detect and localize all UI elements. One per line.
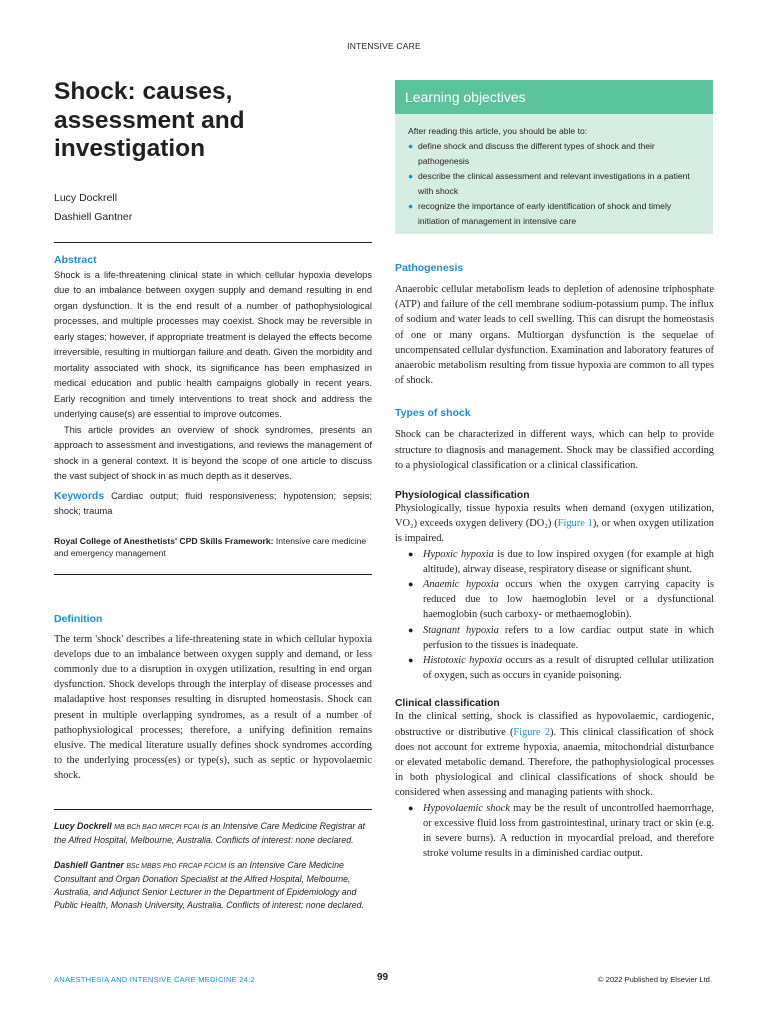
- bullet-icon: ●: [408, 171, 414, 181]
- keywords: [54, 489, 372, 519]
- keywords-label: Keywords: [54, 489, 105, 502]
- author-note-text: is an Intensive Care Medicine Consultant and Organ Donation Specialist at the Alfred Hospital, Melbourne, Australia, and Adjunct Senior Lecturer in the Department of Epidemiology and Public Health, Monash University, Australia. Conflicts of interest: none declared.: [54, 859, 364, 910]
- physiological-intro: Physiologically, tissue hypoxia results when demand (oxygen utilization, VO₂) exceeds oxygen delivery (DO₂) (Figure 1), or when oxygen utilization is impaired.: [395, 503, 714, 545]
- types-heading: Types of shock: [395, 407, 471, 420]
- learning-objectives-heading: Learning objectives: [395, 80, 713, 114]
- learning-objectives-list: [408, 139, 701, 229]
- author-notes: [54, 820, 372, 912]
- title-line: investigation: [54, 135, 206, 162]
- physiological-heading: Physiological classification: [395, 490, 530, 502]
- types-body: Shock can be characterized in different ways, which can help to provide structure to diagnosis and management. Shock may be classified according to a physiological classification or a clinical classification.: [395, 429, 714, 471]
- list-item: ● Hypovolaemic shock may be the result of uncontrolled haemorrhage, or excessive fluid loss from gastrointestinal, urinary tract or skin (e.g. in severe burns). A reduction in myocardial preload, and therefore stroke volume results in a diminished cardiac output.: [408, 802, 714, 860]
- author-list: [54, 189, 372, 227]
- author-note-name: Lucy Dockrell: [54, 820, 112, 831]
- footer-journal: ANAESTHESIA AND INTENSIVE CARE MEDICINE 24:2: [54, 975, 255, 984]
- list-item: ● define shock and discuss the different types of shock and their pathogenesis: [408, 141, 655, 166]
- definition-body: The term 'shock' describes a life-threatening state in which cellular hypoxia develops due to an imbalance between oxygen supply and demand, or less commonly due to a disruption in oxygen utilization, resulting in end organ dysfunction. Shock develops through the interplay of disease processes and maladaptive host responses resulting in disrupted homeostasis. Shock can present in multiple overlapping syndromes, as a result of a number of pathophysiological processes; therefore, a unifying definition remains elusive. The medical literature usually defines shock syndromes according to the underlying process(es) or type(s), such as septic or hypovolaemic shock.: [54, 633, 372, 782]
- pathogenesis-body: Anaerobic cellular metabolism leads to depletion of adenosine triphosphate (ATP) and failure of the cell membrane sodium-potassium pump. The influx of sodium and water leads to cell swelling. This can disrupt the homeostasis of one or many organs. Multiorgan dysfunction is the sequelae of uncompensated cellular dysfunction. Examination and laboratory features of anaerobic metabolism resulting from tissue hypoxia are common to all types of shock.: [395, 284, 714, 387]
- learning-objectives-intro: After reading this article, you should be able to:: [408, 126, 588, 136]
- clinical-list: [395, 801, 714, 862]
- author-note: [54, 820, 372, 847]
- footer-copyright: © 2022 Published by Elsevier Ltd.: [597, 975, 712, 984]
- author-note-name: Dashiell Gantner: [54, 859, 124, 870]
- bullet-icon: ●: [408, 802, 414, 813]
- bullet-icon: ●: [408, 624, 414, 635]
- list-item: ● Anaemic hypoxia occurs when the oxygen carrying capacity is reduced due to low haemoglobin level or a dysfunctional haemoglobin (such carboxy- or methaemoglobin).: [408, 579, 715, 621]
- figure-link[interactable]: Figure 1: [557, 518, 593, 530]
- keywords-text: Cardiac output; fluid responsiveness; hypotension; sepsis; shock; trauma: [54, 490, 372, 516]
- bullet-icon: ●: [408, 548, 414, 559]
- title-line: Shock: causes,: [54, 78, 233, 105]
- bullet-icon: ●: [408, 655, 414, 666]
- page-number: 99: [377, 972, 389, 983]
- divider: [54, 809, 372, 810]
- divider: [54, 242, 372, 243]
- abstract-paragraph: This article provides an overview of shock syndromes, presents an approach to assessment and investigations, and reviews the management of shock in a general context. It is beyond the scope of one article to discuss the vast subject of shock in as much depth as it deserves.: [54, 424, 372, 481]
- abstract-paragraph: Shock is a life-threatening clinical state in which cellular hypoxia develops due to an imbalance between oxygen supply and demand resulting in end organ dysfunction. It is the end result of a number of pathophysiological processes, and multiple processes may coexist. Shock may be reversible in early stages; however, if appropriate treatment is delayed the effects become irreversible, resulting in multiorgan failure and death. Given the morbidity and mortality associated with shock, its significance has been emphasized in medical education and public health campaigns globally in recent years. Early recognition and timely interventions to treat shock and address the underlying cause(s) are essential to improve outcomes.: [54, 269, 372, 419]
- clinical-heading: Clinical classification: [395, 698, 500, 710]
- divider: [54, 574, 372, 575]
- left-column: [54, 78, 372, 911]
- author-note-quals: BSc MBBS PhD FRCAP FCICM: [126, 862, 227, 870]
- bullet-icon: ●: [408, 141, 414, 151]
- cpd-text: Intensive care medicine and emergency management: [54, 535, 367, 558]
- right-column: [395, 262, 714, 862]
- article-title: [54, 78, 372, 164]
- title-line: assessment and: [54, 106, 245, 134]
- author-note: [54, 859, 372, 911]
- definition-heading: Definition: [54, 612, 103, 625]
- abstract-heading: Abstract: [54, 253, 97, 266]
- list-item: ● Stagnant hypoxia refers to a low cardiac output state in which perfusion to the tissues is inadequate.: [408, 624, 714, 651]
- list-item: ● Histotoxic hypoxia occurs as a result of disrupted cellular utilization of oxygen, such as occurs in cyanide poisoning.: [408, 655, 714, 682]
- author-name: Dashiell Gantner: [54, 210, 133, 223]
- list-item: ● Hypoxic hypoxia is due to low inspired oxygen (for example at high altitude), airway disease, respiratory disease or significant shunt.: [408, 548, 715, 575]
- pathogenesis-heading: Pathogenesis: [395, 262, 464, 274]
- physiological-list: [395, 547, 714, 684]
- learning-objectives-body: [395, 114, 713, 229]
- bullet-icon: ●: [408, 201, 414, 211]
- learning-objectives-box: [395, 80, 713, 234]
- author-note-quals: MB BCh BAO MRCPI FCAI: [114, 823, 200, 831]
- clinical-intro: In the clinical setting, shock is classified as hypovolaemic, cardiogenic, obstructive or distributive (Figure 2). This clinical classification of shock does not account for extreme hypoxia, anaemia, mitochondrial disturbance or elevated metabolic demand. Therefore, the pathophysiological processes in both physiological and clinical classifications of shock should be considered when assessing and managing patients with shock.: [395, 711, 714, 799]
- list-item: ● recognize the importance of early identification of shock and timely initiation of management in intensive care: [408, 201, 672, 226]
- cpd-label: Royal College of Anesthetists' CPD Skills Framework:: [54, 535, 274, 546]
- author-name: Lucy Dockrell: [54, 191, 118, 204]
- running-head: INTENSIVE CARE: [347, 41, 421, 51]
- cpd-framework: [54, 535, 372, 560]
- list-item: ● describe the clinical assessment and relevant investigations in a patient with shock: [408, 171, 690, 196]
- abstract-body: [54, 268, 372, 485]
- figure-link[interactable]: Figure 2: [513, 726, 551, 738]
- author-note-text: is an Intensive Care Medicine Registrar at the Alfred Hospital, Melbourne, Australia. Conflicts of interest: none declared.: [54, 820, 366, 846]
- bullet-icon: ●: [408, 579, 414, 590]
